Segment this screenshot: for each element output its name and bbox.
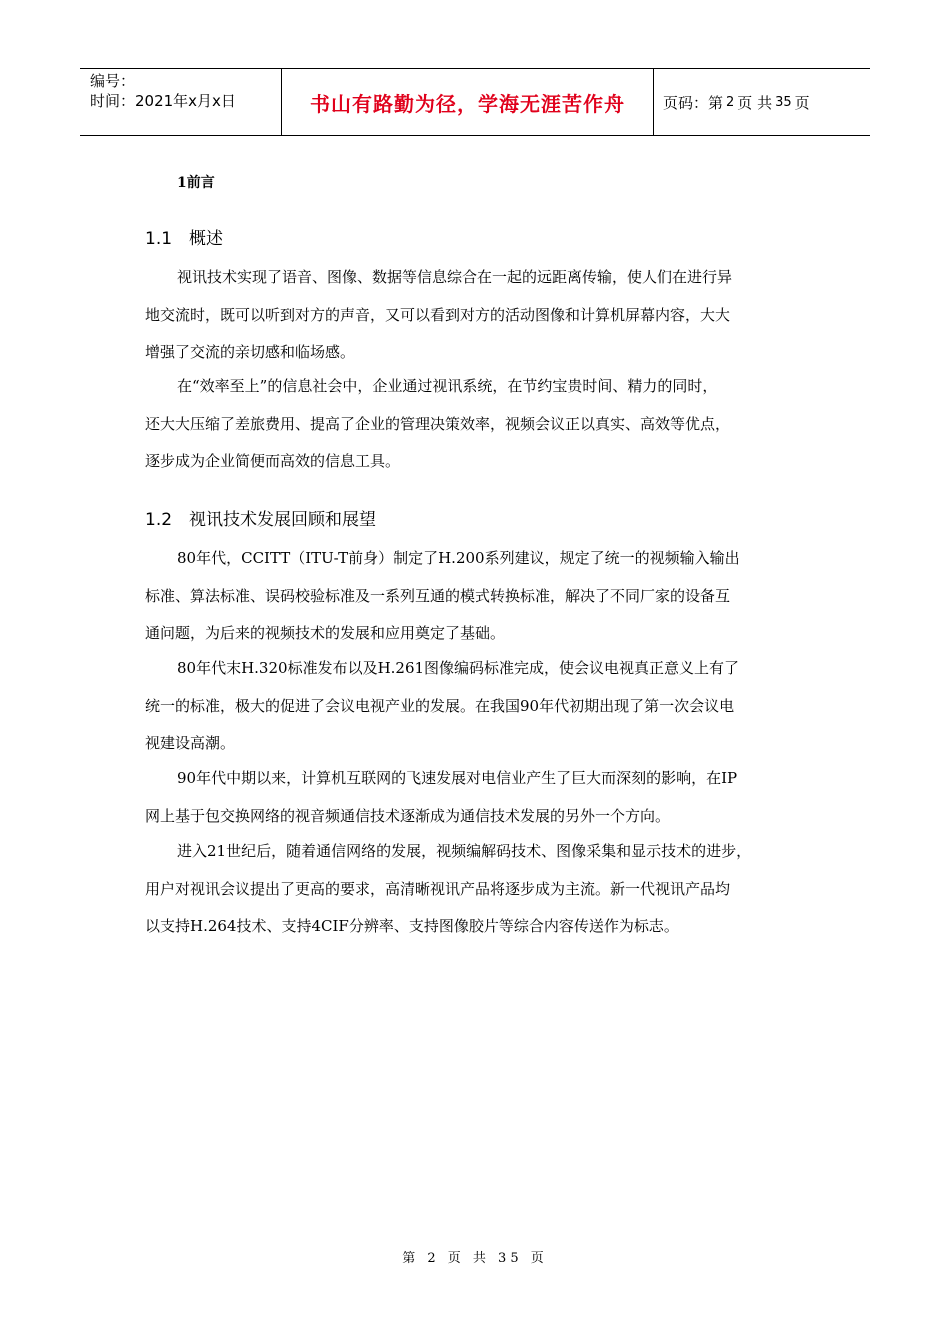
paragraph-line: 用户对视讯会议提出了更高的要求，高清晰视讯产品将逐步成为主流。新一代视讯产品均 <box>145 879 731 898</box>
paragraph-line: 统一的标准，极大的促进了会议电视产业的发展。在我国90年代初期出现了第一次会议电 <box>145 696 735 715</box>
header-motto: 书山有路勤为径，学海无涯苦作舟 <box>310 92 625 116</box>
page-prefix: 页码：第 <box>663 94 724 112</box>
section-number: 1.2 <box>145 510 173 530</box>
page-footer: 第 2 页 共 35 页 <box>402 1251 548 1266</box>
chapter-title: 1前言 <box>177 175 215 191</box>
paragraph <box>145 540 825 653</box>
section-number: 1.1 <box>145 229 173 249</box>
paragraph <box>145 368 825 481</box>
paragraph-line: 以支持H.264技术、支持4CIF分辨率、支持图像胶片等综合内容传送作为标志。 <box>145 917 679 935</box>
document-number-label: 编号： <box>90 72 136 90</box>
paragraph-line: 通问题，为后来的视频技术的发展和应用奠定了基础。 <box>145 624 506 642</box>
header-divider <box>653 69 654 136</box>
document-date: 时间：2021年x月x日 <box>90 92 236 110</box>
page-header <box>80 68 870 136</box>
paragraph <box>145 833 825 946</box>
paragraph-line: 视讯技术实现了语音、图像、数据等信息综合在一起的远距离传输，使人们在进行异 <box>177 268 733 286</box>
paragraph-line: 进入21世纪后，随着通信网络的发展，视频编解码技术、图像采集和显示技术的进步， <box>177 842 752 860</box>
header-page-info <box>663 69 810 136</box>
paragraph-line: 90年代中期以来，计算机互联网的飞速发展对电信业产生了巨大而深刻的影响，在IP <box>177 769 738 787</box>
paragraph-line: 80年代，CCITT（ITU-T前身）制定了H.200系列建议，规定了统一的视频输入输出 <box>177 549 740 567</box>
paragraph-line: 视建设高潮。 <box>145 734 236 752</box>
paragraph-line: 标准、算法标准、误码校验标准及一系列互通的模式转换标准，解决了不同厂家的设备互 <box>145 586 731 605</box>
paragraph-line: 增强了交流的亲切感和临场感。 <box>145 343 356 361</box>
paragraph-line: 网上基于包交换网络的视音频通信技术逐渐成为通信技术发展的另外一个方向。 <box>145 806 671 825</box>
paragraph <box>145 650 825 763</box>
page-total: 35 <box>775 95 792 110</box>
paragraph-line: 在“效率至上”的信息社会中，企业通过视讯系统，在节约宝贵时间、精力的同时， <box>177 377 718 395</box>
section-heading <box>145 505 376 530</box>
page-suffix: 页 <box>794 94 810 112</box>
page-current: 2 <box>726 95 735 110</box>
paragraph-line: 逐步成为企业简便而高效的信息工具。 <box>145 452 401 470</box>
section-title: 视讯技术发展回顾和展望 <box>189 510 376 530</box>
paragraph-line: 还大大压缩了差旅费用、提高了企业的管理决策效率，视频会议正以真实、高效等优点， <box>145 414 731 433</box>
header-meta <box>90 71 280 111</box>
paragraph-line: 地交流时，既可以听到对方的声音，又可以看到对方的活动图像和计算机屏幕内容，大大 <box>145 305 731 324</box>
section-heading <box>145 224 223 249</box>
page-middle: 页 共 <box>737 94 773 112</box>
paragraph-line: 80年代末H.320标准发布以及H.261图像编码标准完成，使会议电视真正意义上有了 <box>177 659 740 677</box>
paragraph <box>145 259 825 372</box>
paragraph <box>145 760 825 835</box>
section-title: 概述 <box>189 229 223 249</box>
